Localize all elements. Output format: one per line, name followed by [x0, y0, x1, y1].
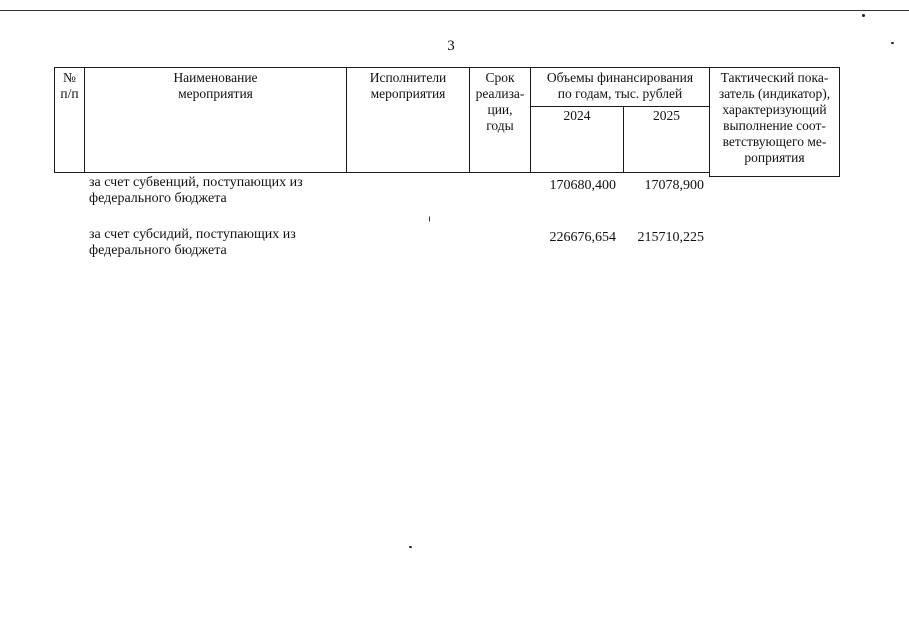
header-indicator-line: затель (индикатор), — [718, 86, 831, 101]
scan-top-edge-line — [0, 10, 909, 11]
header-term-line: ции, — [487, 102, 513, 117]
header-name-line: Наименование — [173, 70, 258, 85]
row-value-2025: 17078,900 — [644, 178, 704, 193]
header-indicator-line: роприятия — [744, 150, 805, 165]
header-name-line: мероприятия — [178, 86, 253, 101]
column-divider — [839, 67, 840, 177]
row-label — [89, 227, 296, 259]
header-name — [85, 70, 346, 102]
header-indicator-line: характеризующий — [722, 102, 827, 117]
header-financing — [531, 70, 709, 102]
row-value-2024: 170680,400 — [549, 178, 616, 193]
header-indicator-line: Тактический пока- — [720, 70, 829, 85]
header-year-2025: 2025 — [653, 108, 680, 123]
header-financing-line: Объемы финансирования — [546, 70, 694, 85]
scan-speck — [409, 546, 412, 548]
header-executors-line: мероприятия — [370, 86, 446, 101]
years-divider-line — [530, 106, 710, 107]
row-value-2024: 226676,654 — [549, 230, 616, 245]
scan-speck — [891, 42, 894, 44]
header-indicator-line: выполнение соот- — [723, 118, 826, 133]
row-label-line: федерального бюджета — [89, 191, 227, 206]
scan-speck — [429, 216, 430, 222]
row-label-line: за счет субсидий, поступающих из — [89, 227, 296, 242]
header-indicator — [710, 70, 839, 166]
header-term-line: реализа- — [475, 86, 525, 101]
row-label-line: федерального бюджета — [89, 243, 227, 258]
header-number — [55, 70, 84, 102]
row-label — [89, 175, 303, 207]
row-label-line: за счет субвенций, поступающих из — [89, 175, 303, 190]
header-financing-line: по годам, тыс. рублей — [557, 86, 683, 101]
table-border-top — [54, 67, 840, 68]
header-term — [470, 70, 530, 134]
header-indicator-line: ветствующего ме- — [722, 134, 827, 149]
indicator-border-bottom — [710, 176, 840, 177]
header-term-line: годы — [486, 118, 514, 133]
header-executors-line: Исполнители — [369, 70, 447, 85]
header-number-line: № — [63, 70, 76, 85]
header-executors — [347, 70, 469, 102]
header-year-2024: 2024 — [563, 108, 591, 123]
header-number-line: п/п — [60, 86, 79, 101]
header-term-line: Срок — [485, 70, 515, 85]
row-value-2025: 215710,225 — [637, 230, 704, 245]
table-border-bottom — [54, 172, 710, 173]
page-number: 3 — [447, 38, 455, 54]
scan-speck — [862, 14, 865, 17]
